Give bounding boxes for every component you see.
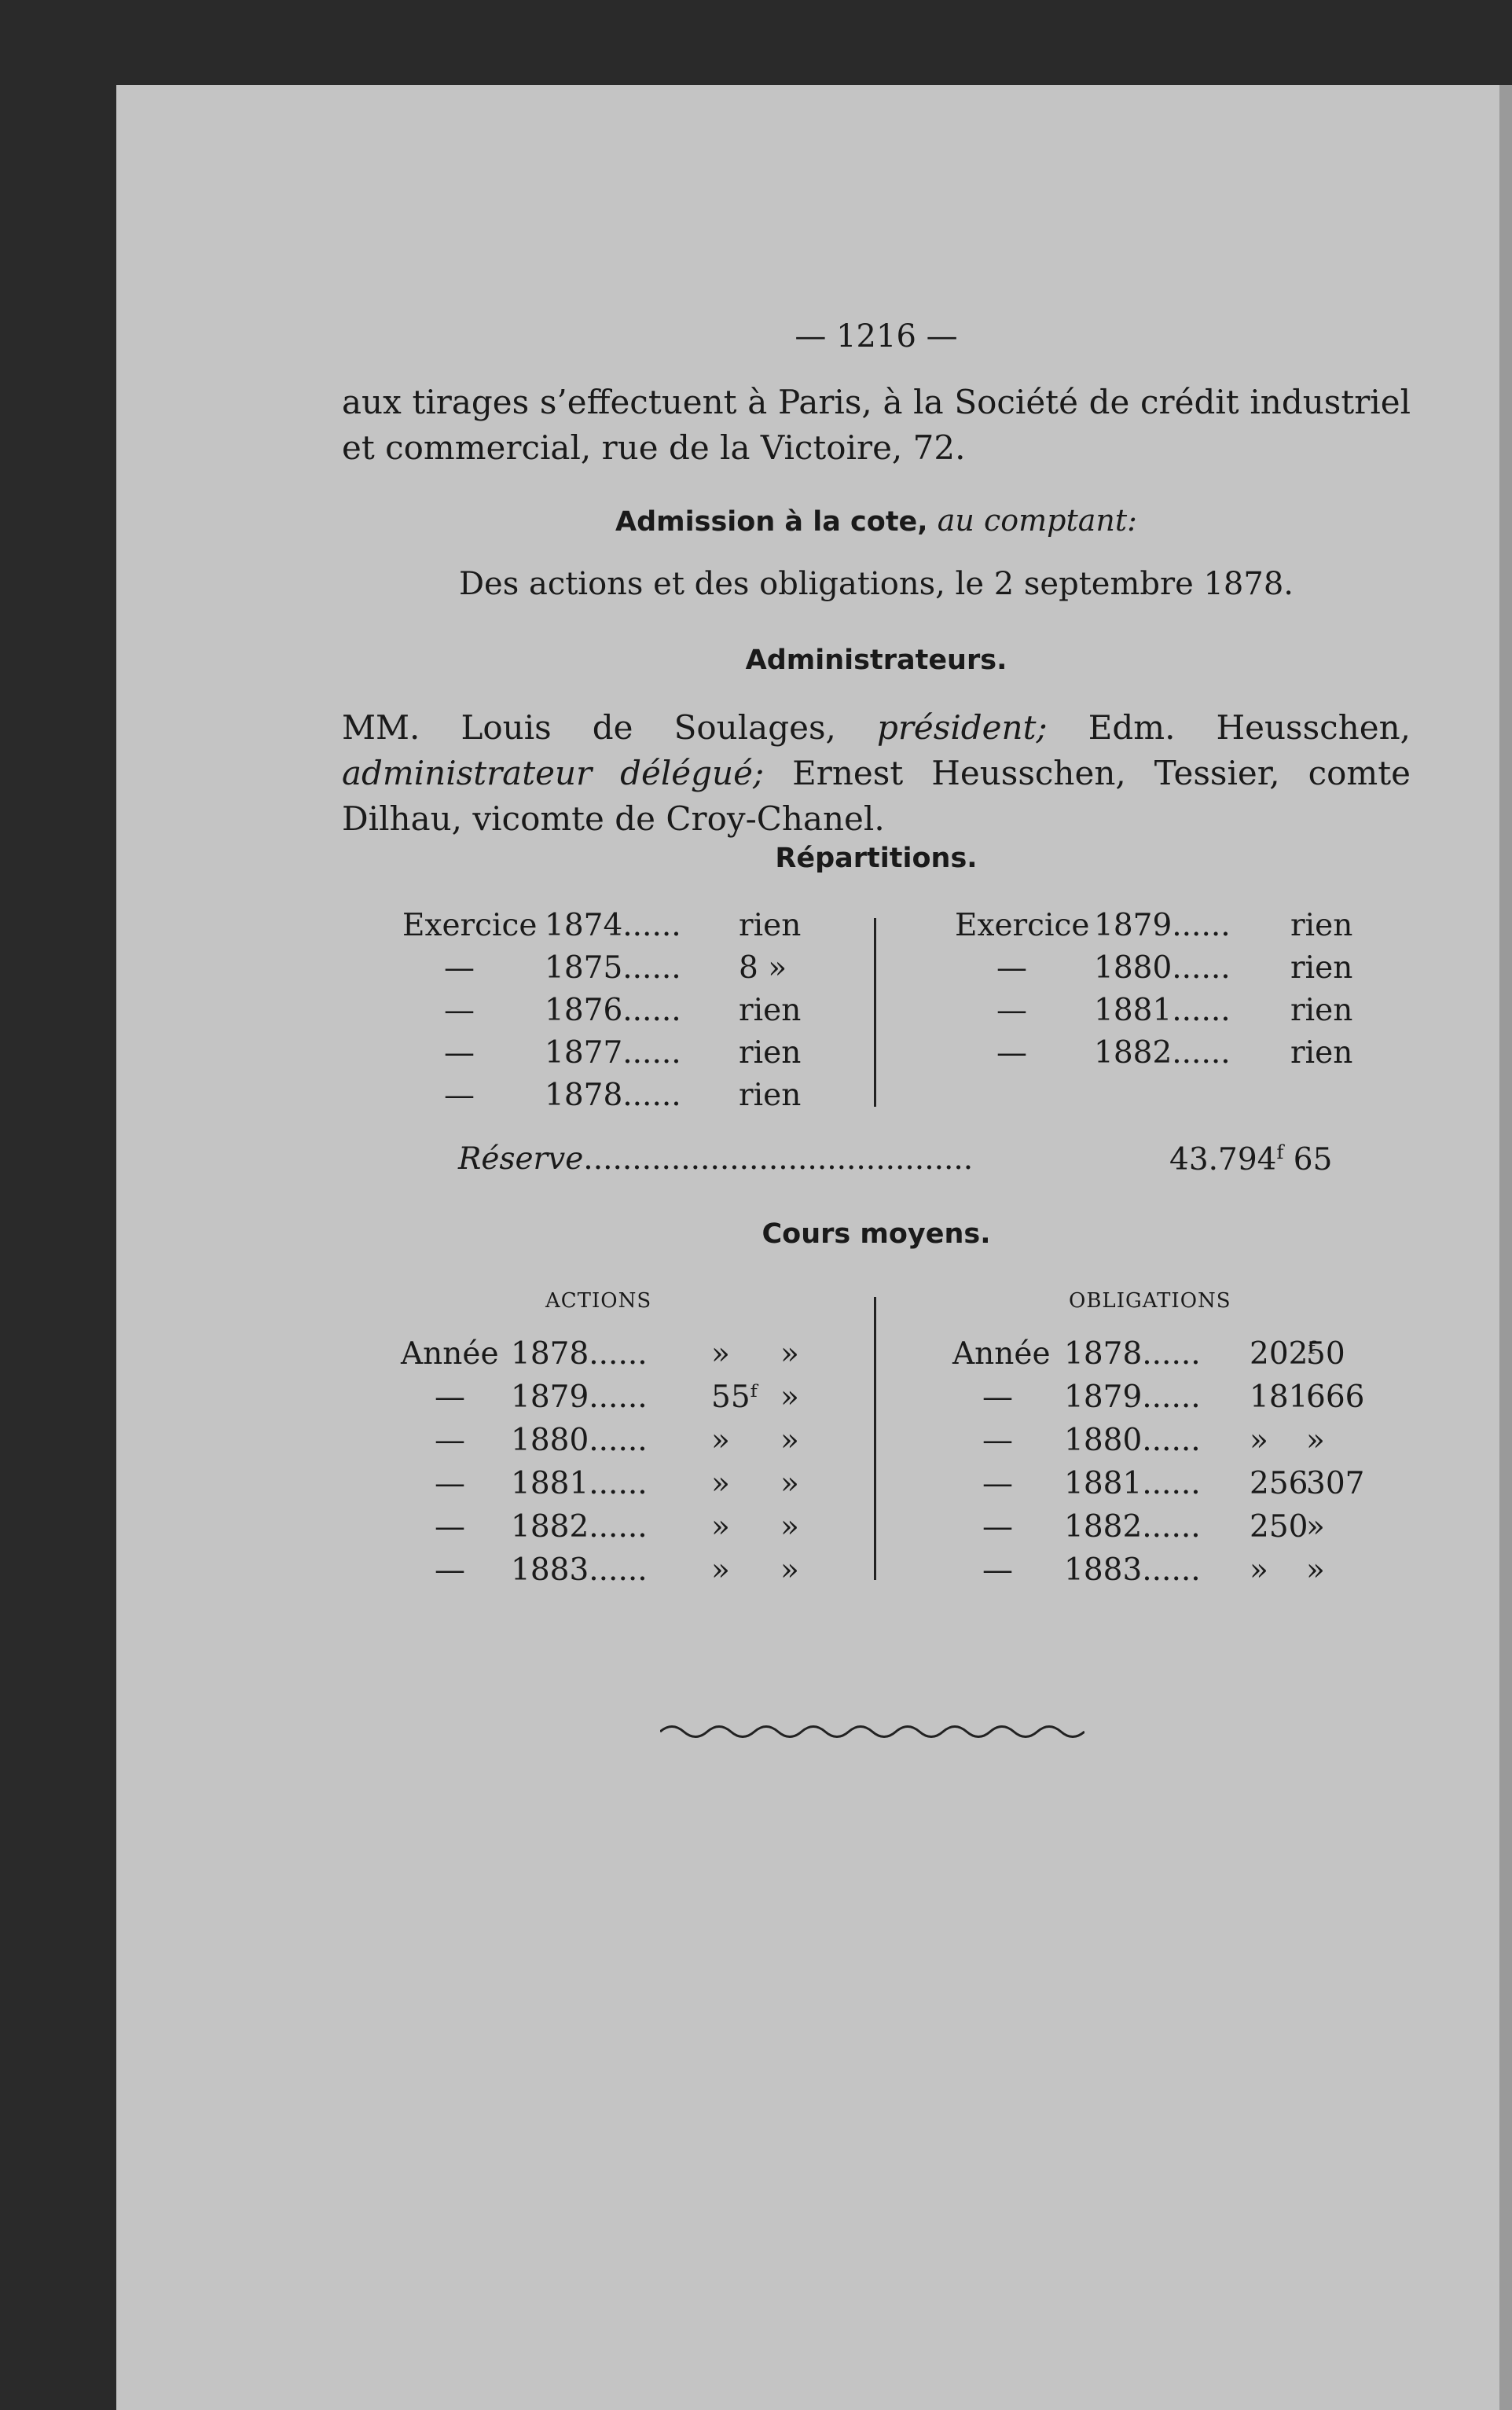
repartition-label: — — [444, 1035, 475, 1071]
obligations-year: 1880...... — [1064, 1423, 1201, 1458]
cours-divider — [874, 1297, 876, 1580]
obligations-value: » — [1250, 1552, 1268, 1588]
page-edge — [1499, 85, 1512, 2410]
repartition-year: 1876...... — [545, 993, 681, 1028]
actions-year: 1883...... — [511, 1552, 648, 1588]
actions-year: 1879...... — [511, 1380, 648, 1415]
repartition-value: 8 » — [739, 950, 787, 986]
actions-label: — — [435, 1552, 465, 1588]
actions-year: 1880...... — [511, 1423, 648, 1458]
reserve-unit: f — [1276, 1141, 1284, 1163]
admin-role2: administrateur délégué; — [342, 754, 765, 792]
repartition-year: 1882...... — [1094, 1035, 1231, 1071]
administrateurs-heading: Administrateurs. — [745, 645, 1007, 676]
repartition-year: 1874...... — [545, 908, 681, 943]
actions-value: » — [780, 1552, 799, 1588]
admin-part3: Ernest Heusschen, Tessier, comte Dilhau, vicomte de Croy-Chanel. — [342, 754, 1411, 838]
obligations-label: — — [982, 1552, 1013, 1588]
reserve-value: 43.794 — [1169, 1142, 1277, 1177]
reserve-line — [458, 1141, 973, 1177]
repartition-label: Exercice — [402, 908, 538, 943]
actions-value: 55ᶠ — [711, 1380, 758, 1415]
actions-year: 1878...... — [511, 1336, 648, 1372]
obligations-year: 1878...... — [1064, 1336, 1201, 1372]
actions-label: Année — [401, 1336, 499, 1372]
obligations-value: 50 — [1306, 1336, 1345, 1372]
cours-moyens-heading: Cours moyens. — [762, 1218, 991, 1250]
actions-label: — — [435, 1466, 465, 1501]
actions-value: » — [711, 1336, 730, 1372]
obligations-label: — — [982, 1380, 1013, 1415]
repartition-label: Exercice — [955, 908, 1090, 943]
repartition-year: 1880...... — [1094, 950, 1231, 986]
reserve-dots: ........................................ — [583, 1141, 974, 1177]
obligations-year: 1883...... — [1064, 1552, 1201, 1588]
obligations-value: » — [1250, 1423, 1268, 1458]
admission-text: Des actions et des obligations, le 2 septembre 1878. — [458, 566, 1294, 602]
admin-role1: président; — [876, 708, 1048, 747]
actions-value: » — [780, 1336, 799, 1372]
actions-value: » — [780, 1509, 799, 1545]
repartition-value: rien — [1290, 993, 1353, 1028]
admission-heading — [342, 503, 1411, 538]
obligations-value: 307 — [1306, 1466, 1365, 1501]
obligations-value: 666 — [1306, 1380, 1365, 1415]
obligations-label: Année — [952, 1336, 1051, 1372]
repartition-value: rien — [739, 1035, 802, 1071]
actions-value: » — [780, 1466, 799, 1501]
actions-value: » — [780, 1423, 799, 1458]
repartition-year: 1881...... — [1094, 993, 1231, 1028]
ornament-wave — [660, 1727, 1084, 1737]
repartition-label: — — [444, 950, 475, 986]
repartition-label: — — [996, 993, 1027, 1028]
actions-value: » — [711, 1509, 730, 1545]
repartition-year: 1878...... — [545, 1078, 681, 1113]
repartitions-divider — [874, 918, 876, 1107]
obligations-year: 1879...... — [1064, 1380, 1201, 1415]
actions-year: 1881...... — [511, 1466, 648, 1501]
repartition-label: — — [444, 993, 475, 1028]
repartition-value: rien — [739, 908, 802, 943]
intro-paragraph: aux tirages s’effectuent à Paris, à la Société de crédit industriel et commercial, rue de la Victoire, 72. — [342, 383, 1411, 467]
obligations-year: 1881...... — [1064, 1466, 1201, 1501]
actions-header: ACTIONS — [545, 1289, 652, 1313]
obligations-value: » — [1306, 1423, 1325, 1458]
repartition-value: rien — [1290, 950, 1353, 986]
actions-value: » — [711, 1552, 730, 1588]
repartition-value: rien — [739, 1078, 802, 1113]
obligations-value: 256 — [1250, 1466, 1308, 1501]
repartitions-heading: Répartitions. — [775, 843, 978, 874]
admin-part1: MM. Louis de Soulages, — [342, 708, 836, 747]
actions-label: — — [435, 1509, 465, 1545]
admin-part2: Edm. Heusschen, — [1088, 708, 1411, 747]
obligations-value: 181 — [1250, 1380, 1308, 1415]
repartition-value: rien — [1290, 1035, 1353, 1071]
obligations-label: — — [982, 1466, 1013, 1501]
obligations-value: 250 — [1250, 1509, 1308, 1545]
actions-label: — — [435, 1380, 465, 1415]
repartition-year: 1875...... — [545, 950, 681, 986]
reserve-label: Réserve — [458, 1141, 584, 1177]
reserve-cents: 65 — [1293, 1142, 1333, 1177]
repartition-year: 1877...... — [545, 1035, 681, 1071]
admission-heading-italic: au comptant: — [937, 503, 1137, 538]
obligations-label: — — [982, 1509, 1013, 1545]
actions-label: — — [435, 1423, 465, 1458]
obligations-value: 202ᶠ — [1250, 1336, 1316, 1372]
repartition-value: rien — [1290, 908, 1353, 943]
obligations-label: — — [982, 1423, 1013, 1458]
repartition-label: — — [996, 1035, 1027, 1071]
obligations-value: » — [1306, 1552, 1325, 1588]
reserve-amount — [1169, 1141, 1332, 1177]
repartition-label: — — [444, 1078, 475, 1113]
repartition-year: 1879...... — [1094, 908, 1231, 943]
actions-value: » — [711, 1423, 730, 1458]
obligations-value: » — [1306, 1509, 1325, 1545]
page-number: — 1216 — — [795, 318, 958, 355]
obligations-year: 1882...... — [1064, 1509, 1201, 1545]
actions-value: » — [711, 1466, 730, 1501]
repartition-value: rien — [739, 993, 802, 1028]
actions-value: » — [780, 1380, 799, 1415]
administrateurs-paragraph — [342, 705, 1411, 842]
ornament-rule — [660, 1720, 1084, 1743]
actions-year: 1882...... — [511, 1509, 648, 1545]
admission-heading-bold: Admission à la cote, — [615, 506, 928, 538]
obligations-header: OBLIGATIONS — [1069, 1289, 1231, 1313]
repartition-label: — — [996, 950, 1027, 986]
